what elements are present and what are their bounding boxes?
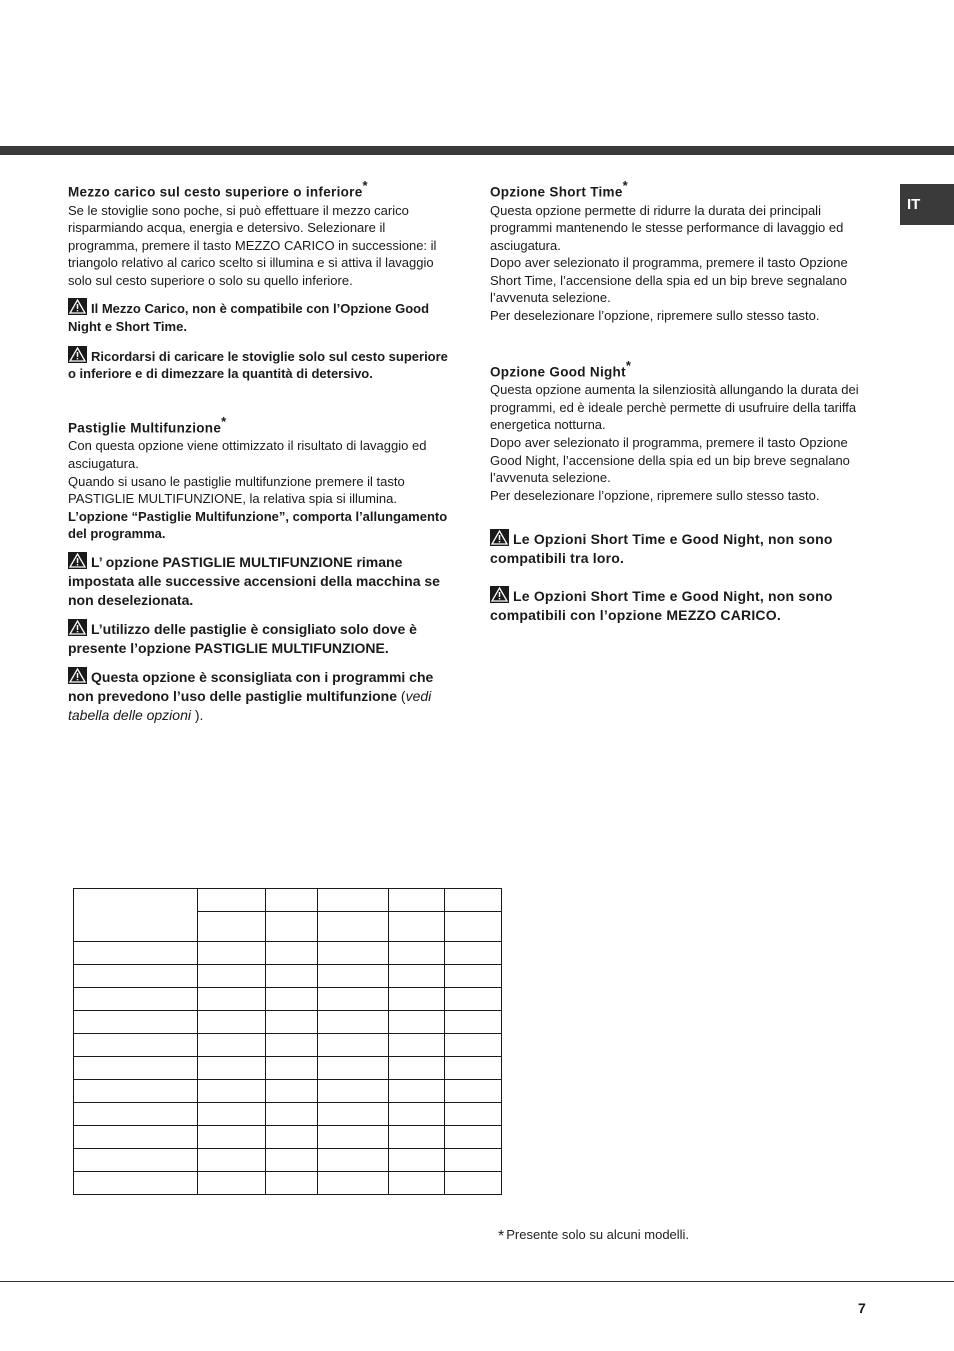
mezzo-carico-warning-2: Ricordarsi di caricare le stoviglie solo sul cesto superiore o inferiore e di dimezzare la quantità di detersivo. (68, 346, 450, 383)
pastiglie-body-2: Quando si usano le pastiglie multifunzione premere il tasto PASTIGLIE MULTIFUNZIONE, la relativa spia si illumina. (68, 473, 405, 507)
table-row (74, 1103, 502, 1126)
warning-triangle-icon (490, 586, 509, 603)
options-table-reference: vedi tabella delle opzioni (68, 687, 432, 723)
table-cell (445, 912, 502, 942)
table-row (74, 1057, 502, 1080)
mezzo-carico-body: Se le stoviglie sono poche, si può effettuare il mezzo carico risparmiando acqua, energia e detersivo. Selezionare il programma, premere il tasto MEZZO CARICO in successione: il triangolo relativo al carico scelto si illumina e si attiva il lavaggio solo sul cesto superiore o solo su quello inferiore. (68, 202, 437, 288)
short-time-body-2: Dopo aver selezionato il programma, premere il tasto Opzione Short Time, l’accensione della spia ed un bip breve segnalano l’avvenuta selezione. (490, 255, 848, 306)
table-row (74, 1172, 502, 1195)
mezzo-carico-warning-1: Il Mezzo Carico, non è compatibile con l’Opzione Good Night e Short Time. (68, 298, 450, 335)
table-header-row (74, 889, 502, 912)
footnote (498, 1227, 689, 1246)
short-time-title: Opzione Short Time* (490, 178, 629, 200)
table-cell (266, 912, 318, 942)
warning-triangle-icon (68, 298, 87, 315)
table-cell (74, 889, 198, 942)
table-cell (198, 889, 266, 912)
table-cell (266, 889, 318, 912)
table-cell (389, 912, 445, 942)
table-row (74, 1126, 502, 1149)
warning-triangle-icon (68, 346, 87, 363)
table-cell (318, 889, 389, 912)
table-row (74, 1080, 502, 1103)
footnote-text: Presente solo su alcuni modelli. (506, 1227, 690, 1242)
short-time-body-3: Per deselezionare l’opzione, ripremere sullo stesso tasto. (490, 308, 820, 324)
table-row (74, 1149, 502, 1172)
table-row (74, 1011, 502, 1034)
pastiglie-warning-3: Questa opzione è sconsigliata con i programmi che non prevedono l’uso delle pastiglie multifunzione (vedi tabella delle opzioni ). (68, 668, 434, 723)
pastiglie-title: Pastiglie Multifunzione* (68, 413, 227, 436)
language-tab (900, 184, 954, 225)
table-row (74, 1034, 502, 1057)
table-cell (198, 912, 266, 942)
pastiglie-body-1: Con questa opzione viene ottimizzato il risultato di lavaggio ed asciugatura. (68, 438, 427, 471)
pastiglie-body-bold: L’opzione “Pastiglie Multifunzione”, comporta l’allungamento del programma. (68, 508, 448, 542)
table-cell (389, 889, 445, 912)
language-tab-label: IT (907, 196, 921, 213)
table-row (74, 942, 502, 965)
mezzo-carico-title: Mezzo carico sul cesto superiore o inferiore* (68, 178, 368, 200)
left-column (68, 178, 450, 725)
short-time-body-1: Questa opzione permette di ridurre la durata dei principali programmi mantenendo le stesse performance di lavaggio ed asciugatura. (490, 202, 844, 253)
pastiglie-warning-2: L’utilizzo delle pastiglie è consigliato solo dove è presente l’opzione PASTIGLIE MULTIFUNZIONE. (68, 620, 417, 656)
good-night-body-3: Per deselezionare l’opzione, ripremere sullo stesso tasto. (490, 487, 820, 503)
right-column (490, 178, 872, 625)
compat-warning-1: Le Opzioni Short Time e Good Night, non sono compatibili tra loro. (490, 531, 833, 567)
footer-rule (0, 1281, 954, 1282)
top-header-bar (0, 146, 954, 155)
table-cell (445, 889, 502, 912)
compat-warning-2: Le Opzioni Short Time e Good Night, non sono compatibili con l’opzione MEZZO CARICO. (490, 588, 833, 624)
footnote-star: * (498, 1228, 505, 1245)
table-cell (318, 912, 389, 942)
warning-triangle-icon (68, 667, 87, 684)
pastiglie-warning-1: L’ opzione PASTIGLIE MULTIFUNZIONE rimane impostata alle successive accensioni della macchina se non deselezionata. (68, 553, 440, 608)
warning-triangle-icon (490, 529, 509, 546)
table-row (74, 988, 502, 1011)
warning-triangle-icon (68, 619, 87, 636)
warning-triangle-icon (68, 552, 87, 569)
good-night-title: Opzione Good Night* (490, 357, 632, 380)
page-number: 7 (858, 1300, 866, 1316)
options-table (73, 888, 502, 1195)
good-night-body-1: Questa opzione aumenta la silenziosità allungando la durata dei programmi, ed è ideale perchè permette di usufruire della tariffa energetica notturna. (490, 382, 859, 433)
good-night-body-2: Dopo aver selezionato il programma, premere il tasto Opzione Good Night, l’accensione della spia ed un bip breve segnalano l’avvenuta selezione. (490, 434, 850, 486)
table-row (74, 965, 502, 988)
